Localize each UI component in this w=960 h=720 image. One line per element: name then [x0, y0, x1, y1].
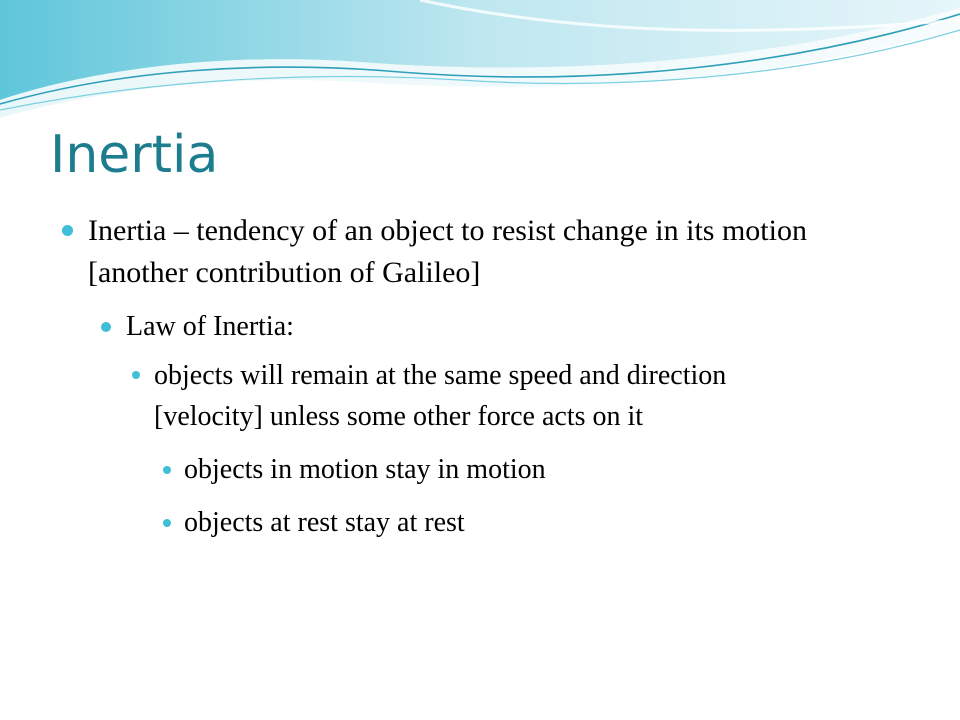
bullet-text: Law of Inertia:	[126, 311, 294, 342]
bullet-text: Inertia – tendency of an object to resist change in its motion [another contribution of Galileo]	[88, 214, 807, 289]
bullet-list	[0, 208, 960, 543]
bullet-item	[154, 355, 814, 437]
bullet-dot-icon	[163, 466, 171, 474]
bullet-item	[184, 450, 824, 490]
bullet-dot-icon	[101, 322, 111, 332]
bullet-text: objects will remain at the same speed and direction [velocity] unless some other force acts on it	[154, 360, 727, 432]
bullet-text: objects at rest stay at rest	[184, 507, 465, 538]
bullet-item	[126, 308, 886, 346]
bullet-item	[88, 210, 888, 294]
bullet-dot-icon	[132, 371, 140, 379]
slide-title: Inertia	[50, 125, 219, 185]
bullet-dot-icon	[62, 225, 73, 236]
header-wave-decoration	[0, 0, 960, 140]
bullet-item	[184, 503, 824, 543]
bullet-text: objects in motion stay in motion	[184, 454, 546, 485]
bullet-dot-icon	[163, 519, 171, 527]
